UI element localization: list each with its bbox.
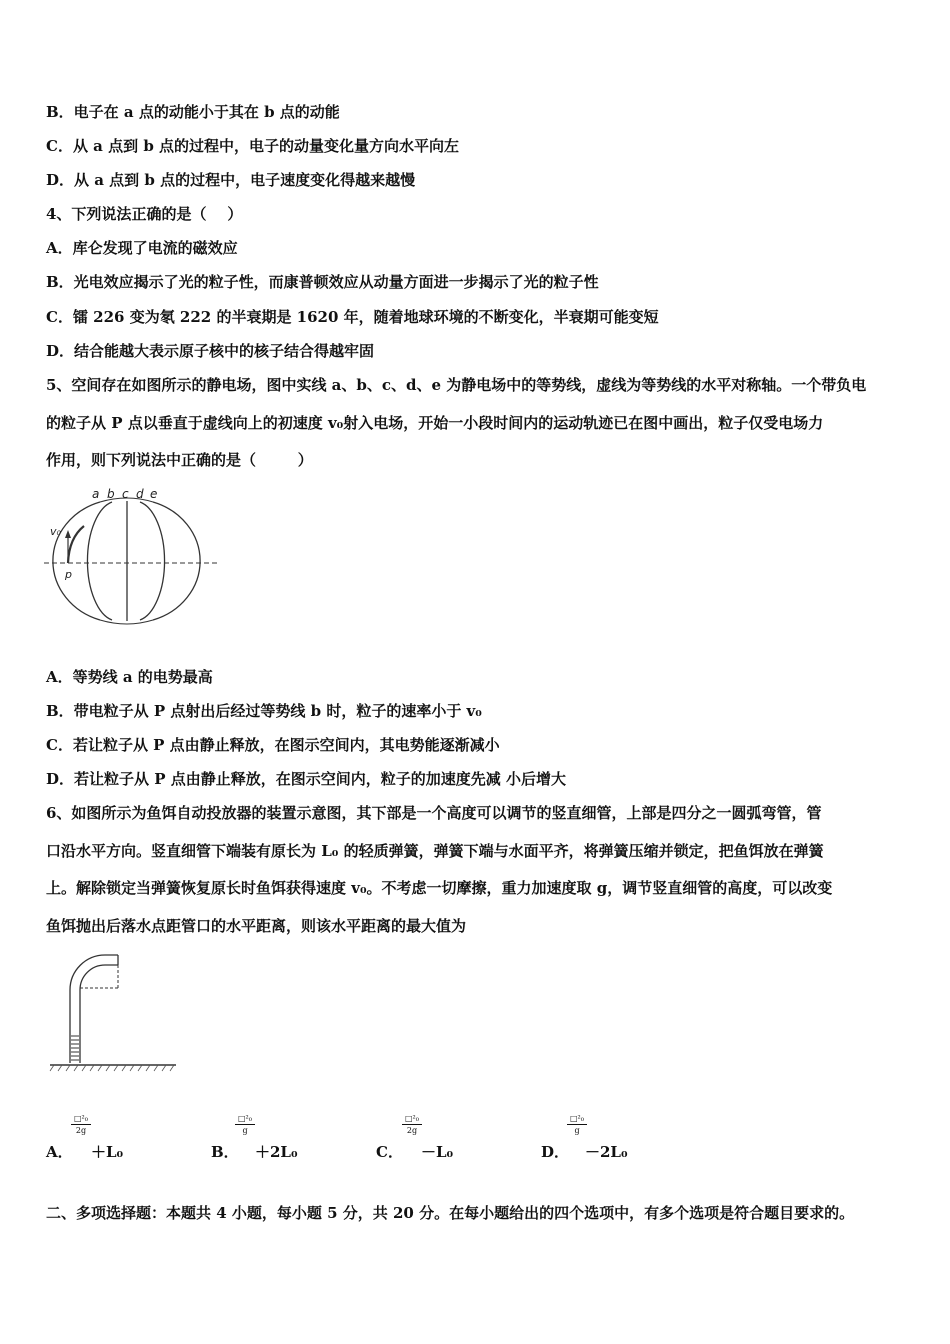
q6-stem-line2: 口沿水平方向。竖直细管下端装有原长为 L₀ 的轻质弹簧，弹簧下端与水面平齐，将弹簧压缩并锁定，把鱼饵放在弹簧: [46, 842, 824, 860]
q4-option-c: C．镭 226 变为氡 222 的半衰期是 1620 年，随着地球环境的不断变化，半衰期可能变短: [46, 308, 659, 326]
q3-option-c: C．从 a 点到 b 点的过程中，电子的动量变化量方向水平向左: [46, 137, 460, 155]
q3-option-b: B．电子在 a 点的动能小于其在 b 点的动能: [46, 103, 340, 121]
label-e: e: [150, 487, 158, 501]
equipotential-line-d: [140, 502, 165, 620]
fraction: □²₀ 2g: [71, 1114, 91, 1135]
inner-tube-wall: [80, 965, 118, 1063]
q3-option-d: D．从 a 点到 b 点的过程中，电子速度变化得越来越慢: [46, 171, 416, 189]
q5-option-b: B．带电粒子从 P 点射出后经过等势线 b 时，粒子的速率小于 v₀: [46, 702, 482, 720]
fraction: □²₀ 2g: [402, 1114, 422, 1135]
q4-option-a: A．库仑发现了电流的磁效应: [46, 239, 238, 257]
q5-stem-line3: 作用，则下列说法中正确的是（ ）: [46, 451, 313, 469]
section2-heading: 二、多项选择题：本题共 4 小题，每小题 5 分，共 20 分。在每小题给出的四个选项中，有多个选项是符合题目要求的。: [46, 1204, 855, 1222]
q4-option-d: D．结合能越大表示原子核中的核子结合得越牢固: [46, 342, 375, 360]
label-c: c: [122, 487, 129, 501]
label-p: p: [65, 568, 72, 581]
equipotential-line-b: [87, 502, 112, 620]
equipotential-line-e: [153, 502, 200, 620]
q5-option-c: C．若让粒子从 P 点由静止释放，在图示空间内，其电势能逐渐减小: [46, 736, 500, 754]
fraction: □²₀ g: [235, 1114, 255, 1135]
q6-stem-line4: 鱼饵抛出后落水点距管口的水平距离，则该水平距离的最大值为: [46, 917, 467, 935]
spring: [71, 1036, 79, 1060]
equipotential-figure: [40, 486, 225, 626]
outer-tube-wall: [70, 955, 118, 1063]
label-b: b: [107, 487, 115, 501]
q5-stem-line2: 的粒子从 P 点以垂直于虚线向上的初速度 v₀射入电场，开始一小段时间内的运动轨迹已在图中画出，粒子仅受电场力: [46, 414, 824, 432]
q4-option-b: B．光电效应揭示了光的粒子性，而康普顿效应从动量方面进一步揭示了光的粒子性: [46, 273, 599, 291]
q6-stem-line1: 6、如图所示为鱼饵自动投放器的装置示意图，其下部是一个高度可以调节的竖直细管，上部是四分之一圆弧弯管，管: [46, 804, 822, 822]
label-d: d: [136, 487, 144, 501]
q5-option-d: D．若让粒子从 P 点由静止释放，在图示空间内，粒子的加速度先减 小后增大: [46, 770, 566, 788]
velocity-arrowhead: [65, 530, 71, 538]
ground-hatching: [50, 1065, 174, 1071]
fraction: □²₀ g: [567, 1114, 587, 1135]
q5-stem-line1: 5、空间存在如图所示的静电场，图中实线 a、b、c、d、e 为静电场中的等势线，虚线为等势线的水平对称轴。一个带负电: [46, 376, 867, 394]
equipotential-line-a: [53, 502, 100, 620]
label-v0: v₀: [50, 525, 61, 538]
q6-stem-line3: 上。解除锁定当弹簧恢复原长时鱼饵获得速度 v₀。不考虑一切摩擦，重力加速度取 g，调节竖直细管的高度，可以改变: [46, 879, 833, 897]
trajectory: [68, 526, 84, 563]
q5-option-a: A．等势线 a 的电势最高: [46, 668, 213, 686]
q4-stem: 4、下列说法正确的是（ ）: [46, 205, 243, 223]
bait-dispenser-figure: [46, 945, 181, 1075]
exam-page: B．电子在 a 点的动能小于其在 b 点的动能 C．从 a 点到 b 点的过程中，电子的动量变化量方向水平向左 D．从 a 点到 b 点的过程中，电子速度变化得越来越慢 4、下列说法正确的是（ ） A．库仑发现了电流的磁效应 B．光电效应揭示了光的粒子性，而康普顿效应从动量方面进一步揭示了光的粒子性 C．镭 226 变为氡 222 的半衰期是 1620 年，随着地球环境的不断变化，半衰期可能变短 D．结合能越大表示原子核中的核子结合得越牢固 5、空间存在如图所示的静电场，图中实线 a、b、c、d、e 为静电场中的等势线，虚线为等势线的水平对称轴。一个带负电 的粒子从 P 点以垂直于虚线向上的初速度 v₀射入电场，开始一小段时间内的运动轨迹已在图中画出，粒子仅受电场力 作用，则下列说法中正确的是（ ） a b c d e v₀ p A．等势线 a 的电势最高 B．带电粒子从 P 点射出后经过等势线 b 时，粒子的速率小于 v₀ C．若让粒子从 P 点由静止释放，在图示空间内，其电势能逐渐减小 D．若让粒子从 P 点由静止释放，在图示空间内，粒子的加速度先减 小后增大 6、如图所示为鱼饵自动投放器的装置示意图，其下部是一个高度可以调节的竖直细管，上部是四分之一圆弧弯管，管 口沿水平方向。竖直细管下端装有原长为 L₀ 的轻质弹簧，弹簧下端与水面平齐，将弹簧压缩并锁定，把鱼饵放在弹簧 上。解除锁定当弹簧恢复原长时鱼饵获得速度 v₀。不考虑一切摩擦，重力加速度取 g，调节竖直细管的高度，可以改变 鱼饵抛出后落水点距管口的水平距离，则该水平距离的最大值为 A． □²₀ 2g ＋L₀ B． □²₀ g ＋2L₀ C． □²₀ 2g －L₀ D． □²₀ g －2L₀ 二、多项选择题：本题共 4 小题，每小题 5 分，共 20 分。在每小题给出的四个选项中，有多个选项是符合题目要求的。: [0, 0, 950, 1344]
label-a: a: [92, 487, 100, 501]
